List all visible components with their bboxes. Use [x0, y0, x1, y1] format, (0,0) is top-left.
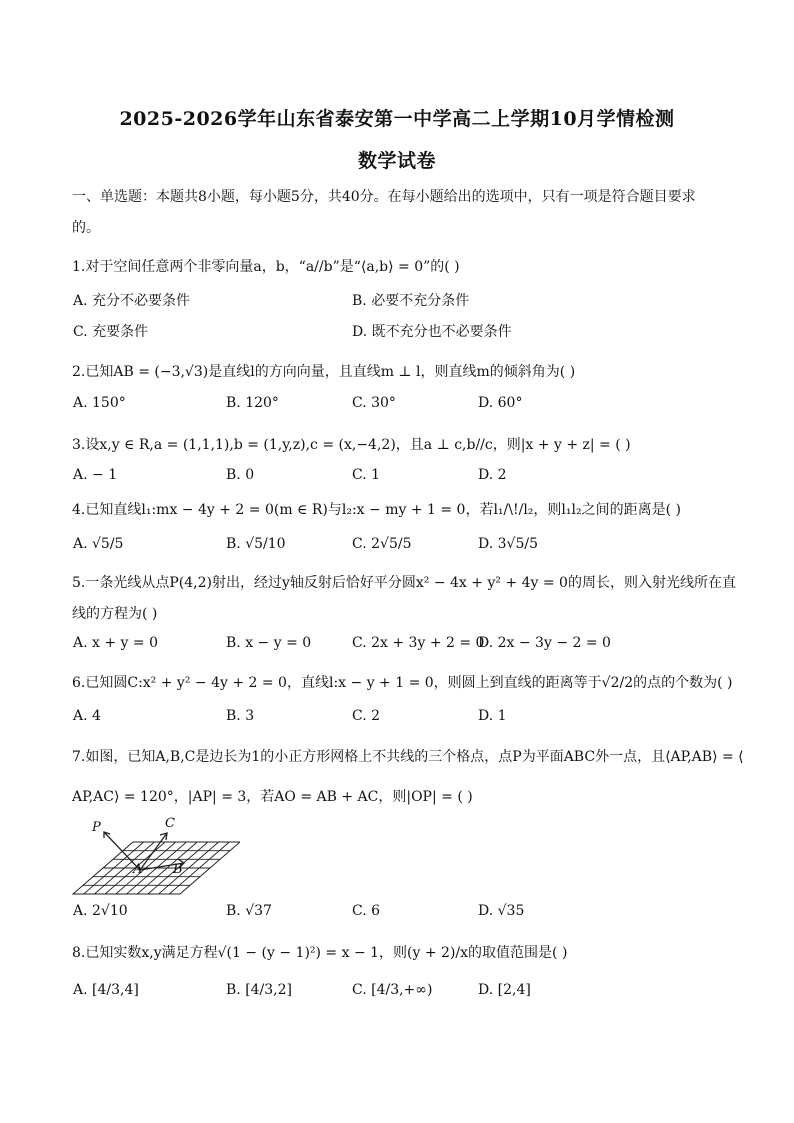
label-a: A	[133, 862, 143, 877]
question-8-option-b: B. [4/3,2]	[226, 982, 293, 998]
exam-subtitle: 数学试卷	[357, 150, 436, 172]
question-3-option-a: A. − 1	[73, 467, 118, 483]
question-1-stem: 1.对于空间任意两个非零向量a，b，“a//b”是“⟨a,b⟩ = 0”的( )	[72, 259, 460, 275]
question-3-option-b: B. 0	[226, 467, 255, 483]
question-7-option-a: A. 2√10	[73, 903, 128, 919]
question-3-option-c: C. 1	[352, 467, 381, 483]
question-1-option-c: C. 充要条件	[73, 324, 149, 340]
question-2-option-a: A. 150°	[73, 395, 126, 411]
question-7-option-b: B. √37	[226, 903, 272, 919]
question-5-option-c: C. 2x + 3y + 2 = 0	[352, 635, 485, 651]
label-b: B	[173, 862, 183, 877]
question-1-option-a: A. 充分不必要条件	[73, 293, 191, 309]
section-instruction-line2: 的。	[72, 220, 100, 236]
question-2-stem: 2.已知AB = (−3,√3)是直线l的方向向量，且直线m ⊥ l，则直线m的倾斜角为( )	[72, 364, 576, 380]
question-4-option-a: A. √5/5	[73, 536, 124, 552]
question-6-option-c: C. 2	[352, 708, 381, 724]
question-8-option-c: C. [4/3,+∞)	[352, 982, 433, 998]
question-3-option-d: D. 2	[478, 467, 507, 483]
question-3-stem: 3.设x,y ∈ R,a = (1,1,1),b = (1,y,z),c = (x,−4,2)，且a ⊥ c,b//c，则|x + y + z| = ( )	[72, 437, 631, 453]
question-6-option-d: D. 1	[478, 708, 507, 724]
question-1-option-d: D. 既不充分也不必要条件	[352, 324, 512, 340]
question-2-option-b: B. 120°	[226, 395, 279, 411]
question-8-stem: 8.已知实数x,y满足方程√(1 − (y − 1)²) = x − 1，则(y + 2)/x的取值范围是( )	[72, 945, 568, 961]
question-5-option-d: D. 2x − 3y − 2 = 0	[478, 635, 611, 651]
question-7-option-c: C. 6	[352, 903, 381, 919]
question-4-option-c: C. 2√5/5	[352, 536, 412, 552]
question-5-option-a: A. x + y = 0	[73, 635, 158, 651]
label-c: C	[165, 816, 175, 831]
question-7-stem-line2: AP,AC⟩ = 120°，|AP| = 3，若AO = AB + AC，则|OP| = ( )	[72, 789, 473, 805]
question-5-stem-line1: 5.一条光线从点P(4,2)射出，经过y轴反射后恰好平分圆x² − 4x + y² + 4y = 0的周长，则入射光线所在直	[72, 575, 736, 591]
question-4-option-d: D. 3√5/5	[478, 536, 538, 552]
question-6-option-b: B. 3	[226, 708, 255, 724]
question-6-option-a: A. 4	[73, 708, 101, 724]
question-8-option-a: A. [4/3,4]	[73, 982, 139, 998]
question-4-stem: 4.已知直线l₁:mx − 4y + 2 = 0(m ∈ R)与l₂:x − my + 1 = 0，若l₁/\!/l₂，则l₁l₂之间的距离是( )	[72, 502, 681, 518]
question-7-option-d: D. √35	[478, 903, 525, 919]
question-6-stem: 6.已知圆C:x² + y² − 4y + 2 = 0，直线l:x − y + 1 = 0，则圆上到直线的距离等于√2/2的点的个数为( )	[72, 675, 733, 691]
question-5-stem-line2: 线的方程为( )	[72, 606, 158, 622]
question-2-option-d: D. 60°	[478, 395, 523, 411]
question-7-stem-line1: 7.如图，已知A,B,C是边长为1的小正方形网格上不共线的三个格点，点P为平面ABC外一点，且⟨AP,AB⟩ = ⟨	[72, 749, 744, 765]
question-8-option-d: D. [2,4]	[478, 982, 531, 998]
question-5-option-b: B. x − y = 0	[226, 635, 312, 651]
question-4-option-b: B. √5/10	[226, 536, 286, 552]
section-instruction-line1: 一、单选题：本题共8小题，每小题5分，共40分。在每小题给出的选项中，只有一项是符合题目要求	[72, 189, 696, 205]
exam-title: 2025-2026学年山东省泰安第一中学高二上学期10月学情检测	[119, 108, 675, 130]
grid-figure	[70, 814, 240, 898]
label-p: P	[92, 820, 101, 835]
question-2-option-c: C. 30°	[352, 395, 396, 411]
question-1-option-b: B. 必要不充分条件	[352, 293, 470, 309]
